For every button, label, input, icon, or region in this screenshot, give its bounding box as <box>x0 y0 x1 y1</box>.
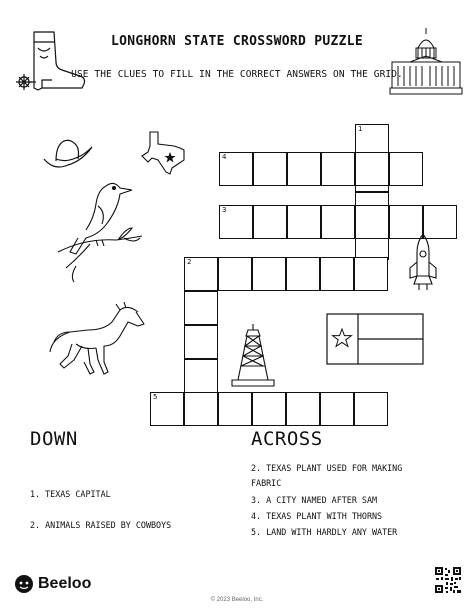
clue-number: 5 <box>153 393 158 401</box>
across-clue: 4. TEXAS PLANT WITH THORNS <box>251 511 383 521</box>
grid-cell[interactable] <box>355 205 389 239</box>
clue-number: 4 <box>222 153 227 161</box>
bee-logo-icon <box>14 574 34 594</box>
cowboy-hat-icon <box>40 135 96 175</box>
down-heading: DOWN <box>30 428 78 450</box>
grid-cell[interactable] <box>184 325 218 359</box>
grid-cell[interactable] <box>389 152 423 186</box>
across-clue: 3. A CITY NAMED AFTER SAM <box>251 495 378 505</box>
down-clue: 2. ANIMALS RAISED BY COWBOYS <box>30 520 172 530</box>
grid-cell[interactable] <box>286 257 320 291</box>
puzzle-title: LONGHORN STATE CROSSWORD PUZZLE <box>111 34 363 49</box>
grid-cell[interactable] <box>219 205 253 239</box>
clue-number: 3 <box>222 206 227 214</box>
texas-flag-icon <box>326 313 424 365</box>
down-clue: 1. TEXAS CAPITAL <box>30 489 111 499</box>
across-clue: 5. LAND WITH HARDLY ANY WATER <box>251 527 398 537</box>
capitol-building-icon <box>388 26 464 98</box>
grid-cell[interactable] <box>184 291 218 325</box>
grid-cell[interactable] <box>355 152 389 186</box>
brand-logo[interactable] <box>14 574 91 594</box>
horse-icon <box>48 302 148 378</box>
grid-cell[interactable] <box>150 392 184 426</box>
qr-code-icon[interactable] <box>434 566 462 594</box>
grid-cell[interactable] <box>354 257 388 291</box>
grid-cell[interactable] <box>219 152 253 186</box>
texas-map-icon <box>140 128 190 176</box>
grid-cell[interactable] <box>354 392 388 426</box>
copyright-text: © 2023 Beeloo, Inc. <box>210 597 264 603</box>
across-clue: 2. TEXAS PLANT USED FOR MAKING <box>251 463 403 473</box>
grid-cell[interactable] <box>252 257 286 291</box>
across-clue: FABRIC <box>251 478 282 488</box>
brand-name: Beeloo <box>38 575 92 592</box>
grid-cell[interactable] <box>320 392 354 426</box>
grid-cell[interactable] <box>253 205 287 239</box>
grid-cell[interactable] <box>321 152 355 186</box>
rocket-icon <box>406 232 440 292</box>
grid-cell[interactable] <box>184 392 218 426</box>
grid-cell[interactable] <box>287 152 321 186</box>
grid-cell[interactable] <box>218 392 252 426</box>
puzzle-instructions: USE THE CLUES TO FILL IN THE CORRECT ANSWERS ON THE GRID. <box>71 69 403 80</box>
grid-cell[interactable] <box>253 152 287 186</box>
grid-cell[interactable] <box>321 205 355 239</box>
clue-number: 2 <box>187 258 192 266</box>
cowboy-boot-icon <box>12 28 92 98</box>
grid-cell[interactable] <box>218 257 252 291</box>
grid-cell[interactable] <box>184 359 218 393</box>
grid-cell[interactable] <box>286 392 320 426</box>
oil-derrick-icon <box>230 322 276 388</box>
bird-icon <box>56 178 146 284</box>
across-heading: ACROSS <box>251 428 323 450</box>
grid-cell[interactable] <box>252 392 286 426</box>
grid-cell[interactable] <box>184 257 218 291</box>
grid-cell[interactable] <box>287 205 321 239</box>
grid-cell[interactable] <box>320 257 354 291</box>
clue-number: 1 <box>358 125 363 133</box>
